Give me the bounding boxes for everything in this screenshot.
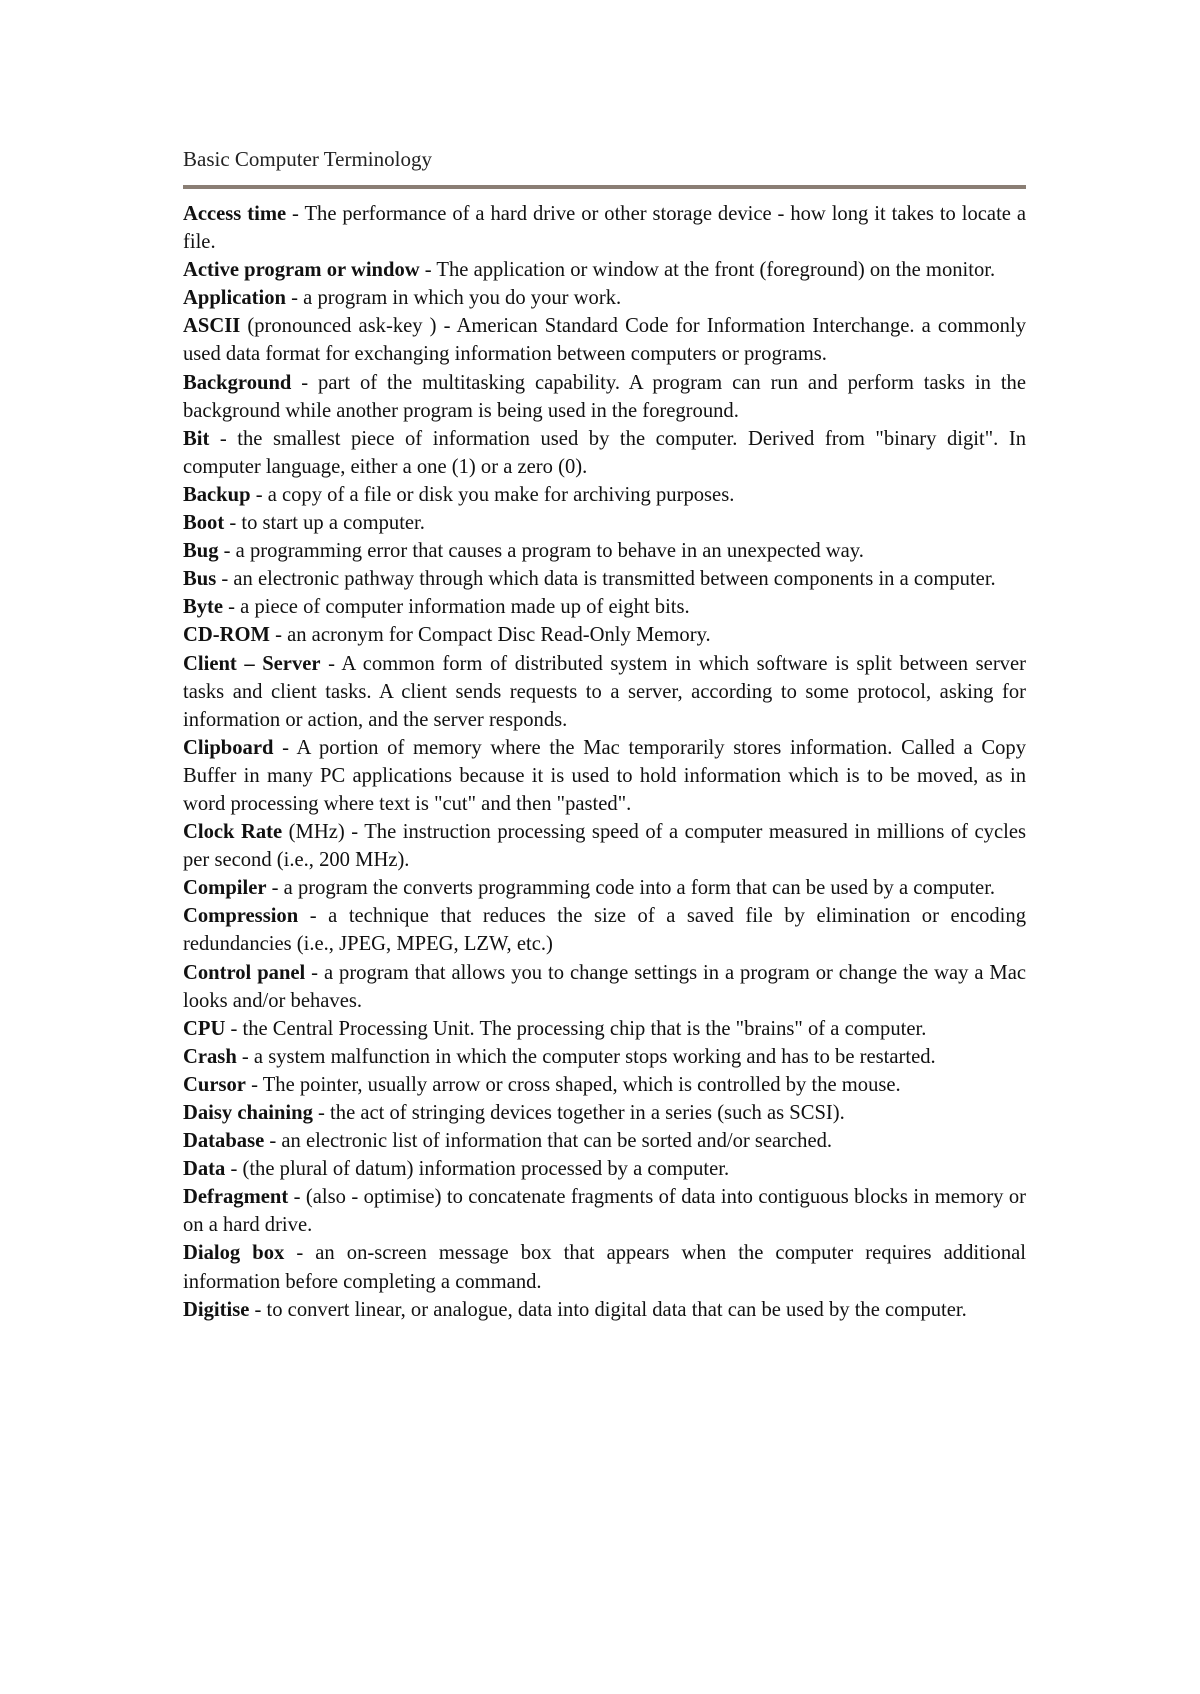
- glossary-definition: (pronounced ask-key ) - American Standard Code for Information Interchange. a commonly used data format for exchanging information between computers or programs.: [183, 315, 1026, 366]
- glossary-entry: [183, 902, 1026, 958]
- glossary-term: Bus: [183, 568, 217, 591]
- glossary-definition: - A portion of memory where the Mac temporarily stores information. Called a Copy Buffer in many PC applications because it is used to hold information which is to be moved, as in word processing where text is "cut" and then "pasted".: [183, 736, 1026, 815]
- glossary-definition: - The performance of a hard drive or other storage device - how long it takes to locate a file.: [183, 203, 1026, 254]
- glossary-term: Database: [183, 1130, 265, 1153]
- glossary-entry: [183, 369, 1026, 425]
- glossary-definition: - a technique that reduces the size of a saved file by elimination or encoding redundancies (i.e., JPEG, MPEG, LZW, etc.): [183, 905, 1026, 956]
- glossary-term: Access time: [183, 203, 287, 225]
- glossary-term: Application: [183, 287, 286, 310]
- glossary-definition: - part of the multitasking capability. A program can run and perform tasks in the background while another program is being used in the foreground.: [183, 371, 1026, 422]
- glossary-entry: [183, 256, 1026, 284]
- glossary-term: Data: [183, 1158, 226, 1181]
- glossary-definition: - a program the converts programming code into a form that can be used by a computer.: [266, 877, 996, 900]
- glossary-definition: - an acronym for Compact Disc Read-Only Memory.: [269, 624, 711, 647]
- glossary-definition: - a programming error that causes a program to behave in an unexpected way.: [218, 540, 864, 563]
- glossary-term: Clock Rate: [183, 821, 283, 844]
- glossary-entry: [183, 537, 1026, 565]
- glossary-entry: [183, 1099, 1026, 1127]
- glossary-definition: (MHz) - The instruction processing speed of a computer measured in millions of cycles per second (i.e., 200 MHz).: [183, 821, 1026, 872]
- glossary-entry: [183, 734, 1026, 818]
- glossary-term: Cursor: [183, 1073, 246, 1096]
- glossary-definition: - a copy of a file or disk you make for archiving purposes.: [250, 483, 735, 506]
- glossary-entry: [183, 312, 1026, 368]
- glossary-entry: [183, 481, 1026, 509]
- glossary-definition: - a system malfunction in which the computer stops working and has to be restarted.: [236, 1045, 936, 1068]
- glossary-term: CD-ROM: [183, 624, 270, 647]
- glossary-term: ASCII: [183, 315, 241, 338]
- glossary-definition: - an on-screen message box that appears when the computer requires additional information before completing a command.: [183, 1242, 1026, 1293]
- glossary-definition: - a program in which you do your work.: [286, 287, 622, 310]
- glossary-term: Bit: [183, 427, 210, 450]
- glossary-entry: [183, 1071, 1026, 1099]
- glossary-definition: - a program that allows you to change settings in a program or change the way a Mac looks and/or behaves.: [183, 961, 1027, 1012]
- glossary-term: Compression: [183, 905, 299, 928]
- glossary-entry: [183, 200, 1026, 256]
- glossary-definition: - The application or window at the front (foreground) on the monitor.: [419, 259, 996, 282]
- glossary-definition: - (the plural of datum) information processed by a computer.: [225, 1158, 730, 1181]
- glossary-term: Backup: [183, 483, 251, 506]
- glossary-entry: [183, 1239, 1026, 1295]
- glossary-term: Defragment: [183, 1186, 289, 1209]
- glossary-entry: [183, 509, 1026, 537]
- glossary-entry: [183, 1296, 1026, 1324]
- glossary-entry: [183, 650, 1026, 734]
- glossary-entry: [183, 1155, 1026, 1183]
- glossary-list: [183, 200, 1026, 1324]
- glossary-entry: [183, 425, 1026, 481]
- glossary-entry: [183, 621, 1026, 649]
- glossary-term: Digitise: [183, 1298, 250, 1321]
- glossary-definition: - to start up a computer.: [224, 512, 425, 535]
- glossary-definition: - the Central Processing Unit. The processing chip that is the "brains" of a computer.: [225, 1017, 927, 1040]
- glossary-entry: [183, 959, 1026, 1015]
- glossary-term: Compiler: [183, 877, 267, 900]
- glossary-entry: [183, 1015, 1026, 1043]
- glossary-entry: [183, 1043, 1026, 1071]
- glossary-term: Clipboard: [183, 736, 274, 759]
- glossary-term: Daisy chaining: [183, 1102, 313, 1124]
- glossary-entry: [183, 1183, 1026, 1239]
- glossary-term: CPU: [183, 1017, 226, 1040]
- glossary-entry: [183, 593, 1026, 621]
- glossary-definition: - the smallest piece of information used by the computer. Derived from "binary digit". In computer language, either a one (1) or a zero (0).: [183, 427, 1026, 478]
- glossary-definition: - (also - optimise) to concatenate fragments of data into contiguous blocks in memory or on a hard drive.: [183, 1186, 1026, 1237]
- glossary-entry: [183, 874, 1026, 902]
- glossary-definition: - an electronic pathway through which data is transmitted between components in a computer.: [216, 568, 996, 591]
- glossary-term: Crash: [183, 1045, 237, 1068]
- glossary-term: Control panel: [183, 961, 306, 984]
- glossary-definition: - The pointer, usually arrow or cross shaped, which is controlled by the mouse.: [245, 1073, 901, 1096]
- document-title: Basic Computer Terminology: [183, 147, 432, 171]
- glossary-term: Boot: [183, 512, 225, 535]
- glossary-entry: [183, 565, 1026, 593]
- glossary-definition: - A common form of distributed system in which software is split between server tasks and client tasks. A client sends requests to a server, according to some protocol, asking for information or action, and the server responds.: [183, 652, 1026, 731]
- glossary-term: Bug: [183, 540, 219, 563]
- glossary-term: Byte: [183, 596, 224, 619]
- glossary-entry: [183, 818, 1026, 874]
- glossary-definition: - a piece of computer information made up of eight bits.: [223, 596, 690, 619]
- glossary-term: Client – Server: [183, 652, 321, 675]
- glossary-term: Dialog box: [183, 1242, 285, 1265]
- glossary-definition: - to convert linear, or analogue, data into digital data that can be used by the computer.: [249, 1298, 967, 1321]
- title-divider: [183, 185, 1026, 189]
- glossary-entry: [183, 1127, 1026, 1155]
- glossary-term: Active program or window: [183, 259, 420, 282]
- glossary-term: Background: [183, 371, 292, 394]
- glossary-definition: - the act of stringing devices together in a series (such as SCSI).: [312, 1102, 845, 1124]
- glossary-entry: [183, 284, 1026, 312]
- glossary-definition: - an electronic list of information that can be sorted and/or searched.: [264, 1130, 833, 1153]
